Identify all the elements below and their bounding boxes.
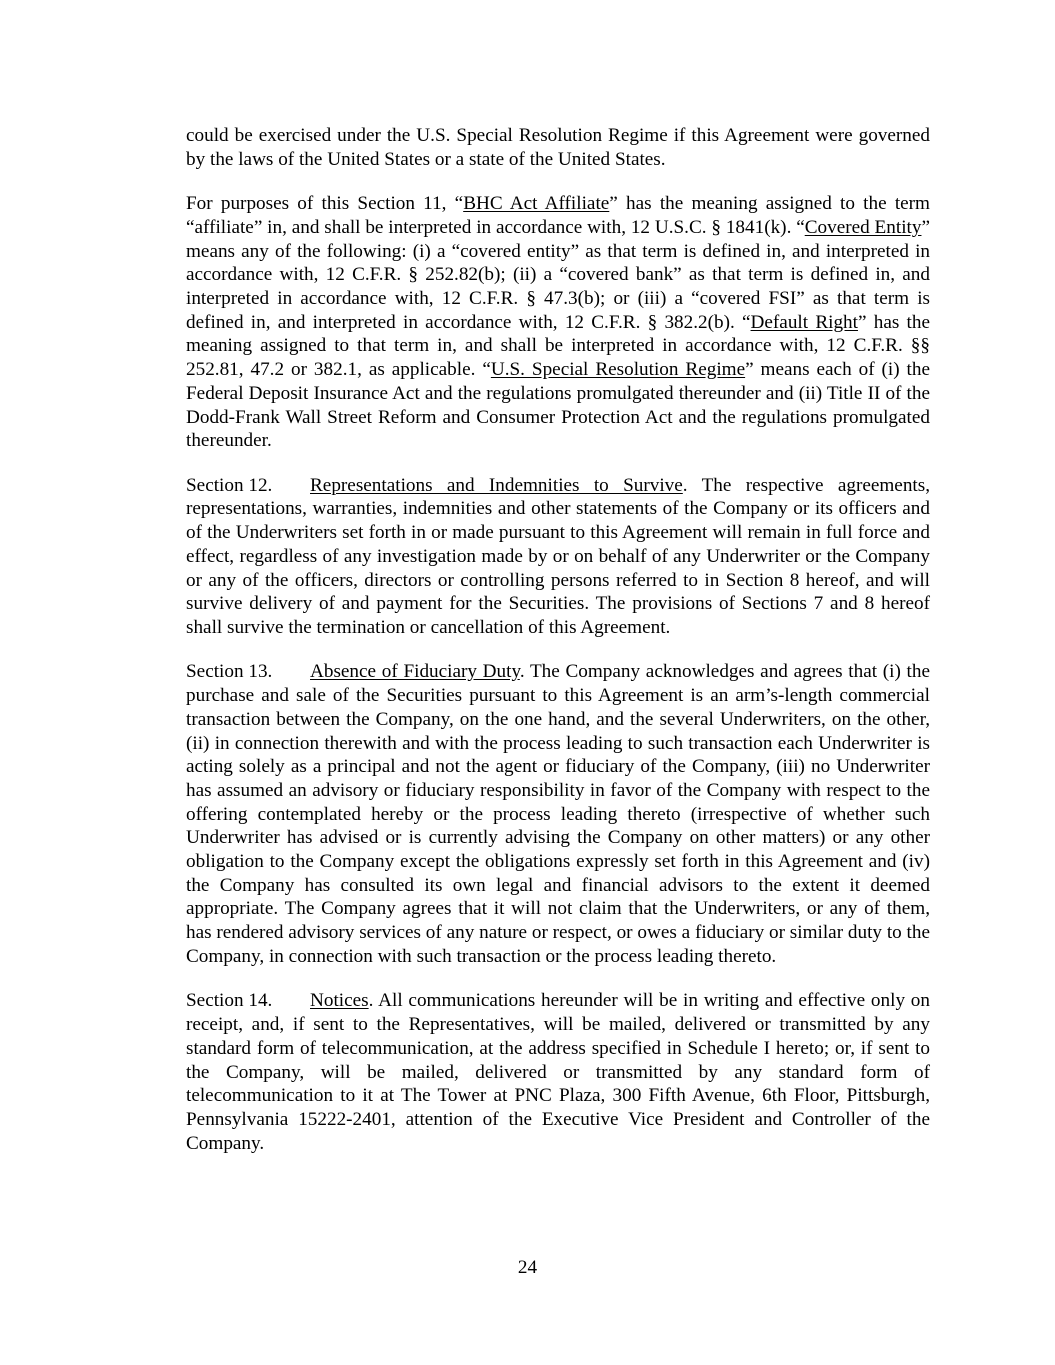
- term-bhc-act-affiliate: BHC Act Affiliate: [463, 193, 610, 215]
- definitions-text-1: For purposes of this Section 11, “: [186, 193, 464, 215]
- paragraph-continuation: could be exercised under the U.S. Special Resolution Regime if this Agreement were governed by the laws of the United States or a state of the United States.: [186, 125, 930, 170]
- section-13-heading: Absence of Fiduciary Duty: [310, 661, 520, 683]
- section-14: [186, 989, 930, 1155]
- section-14-number: Section 14.: [186, 990, 273, 1012]
- definitions-text-4: ” has the meaning assigned to that term in, and shall be interpreted in accordance with, 12 C.F.R. §§ 252.81, 47.2 or 382.1, as applicable. “: [186, 311, 930, 381]
- section-13: [186, 660, 930, 968]
- term-covered-entity: Covered Entity: [804, 216, 922, 238]
- document-body: [186, 124, 930, 1176]
- section-14-body: . All communications hereunder will be in writing and effective only on receipt, and, if sent to the Representatives, will be mailed, delivered or transmitted by any standard form of telecommunication, at the address specified in Schedule I hereto; or, if sent to the Company, will be mailed, delivered or transmitted by any standard form of telecommunication to it at The Tower at PNC Plaza, 300 Fifth Avenue, 6th Floor, Pittsburgh, Pennsylvania 15222-2401, attention of the Executive Vice President and Controller of the Company.: [186, 990, 930, 1154]
- definitions-text-2: ” has the meaning assigned to the term “affiliate” in, and shall be interpreted in accordance with, 12 U.S.C. § 1841(k). “: [186, 193, 930, 238]
- section-14-heading: Notices: [310, 990, 369, 1012]
- paragraph-definitions: [186, 192, 930, 453]
- section-12-heading: Representations and Indemnities to Survive: [310, 474, 683, 496]
- section-13-body: . The Company acknowledges and agrees that (i) the purchase and sale of the Securities pursuant to this Agreement is an arm’s-length commercial transaction between the Company, on the one hand, and the several Underwriters, on the other, (ii) in connection therewith and with the process leading to such transaction each Underwriter is acting solely as a principal and not the agent or fiduciary of the Company, (iii) no Underwriter has assumed an advisory or fiduciary responsibility in favor of the Company with respect to the offering contemplated hereby or the process leading thereto (irrespective of whether such Underwriter has advised or is currently advising the Company on other matters) or any other obligation to the Company except the obligations expressly set forth in this Agreement and (iv) the Company has consulted its own legal and financial advisors to the extent it deemed appropriate. The Company agrees that it will not claim that the Underwriters, or any of them, has rendered advisory services of any nature or respect, or owes a fiduciary or similar duty to the Company, in connection with such transaction or the process leading thereto.: [186, 661, 931, 967]
- term-default-right: Default Right: [750, 311, 858, 333]
- definitions-text-3: ” means any of the following: (i) a “covered entity” as that term is defined in, and interpreted in accordance with, 12 C.F.R. § 252.82(b); (ii) a “covered bank” as that term is defined in, and interpreted in accordance with, 12 C.F.R. § 47.3(b); or (iii) a “covered FSI” as that term is defined in, and interpreted in accordance with, 12 C.F.R. § 382.2(b). “: [186, 216, 930, 333]
- section-13-number: Section 13.: [186, 661, 273, 683]
- section-12-body: . The respective agreements, representations, warranties, indemnities and other statements of the Company or its officers and of the Underwriters set forth in or made pursuant to this Agreement will remain in full force and effect, regardless of any investigation made by or on behalf of any Underwriter or the Company or any of the officers, directors or controlling persons referred to in Section 8 hereof, and will survive delivery of and payment for the Securities. The provisions of Sections 7 and 8 hereof shall survive the termination or cancellation of this Agreement.: [186, 474, 931, 638]
- term-us-special-resolution-regime: U.S. Special Resolution Regime: [490, 359, 746, 381]
- page-number: 24: [517, 1257, 538, 1278]
- section-12-number: Section 12.: [186, 474, 273, 496]
- section-12: [186, 474, 930, 640]
- definitions-text-5: ” means each of (i) the Federal Deposit Insurance Act and the regulations promulgated thereunder and (ii) Title II of the Dodd-Frank Wall Street Reform and Consumer Protection Act and the regulations promulgated thereunder.: [186, 359, 931, 452]
